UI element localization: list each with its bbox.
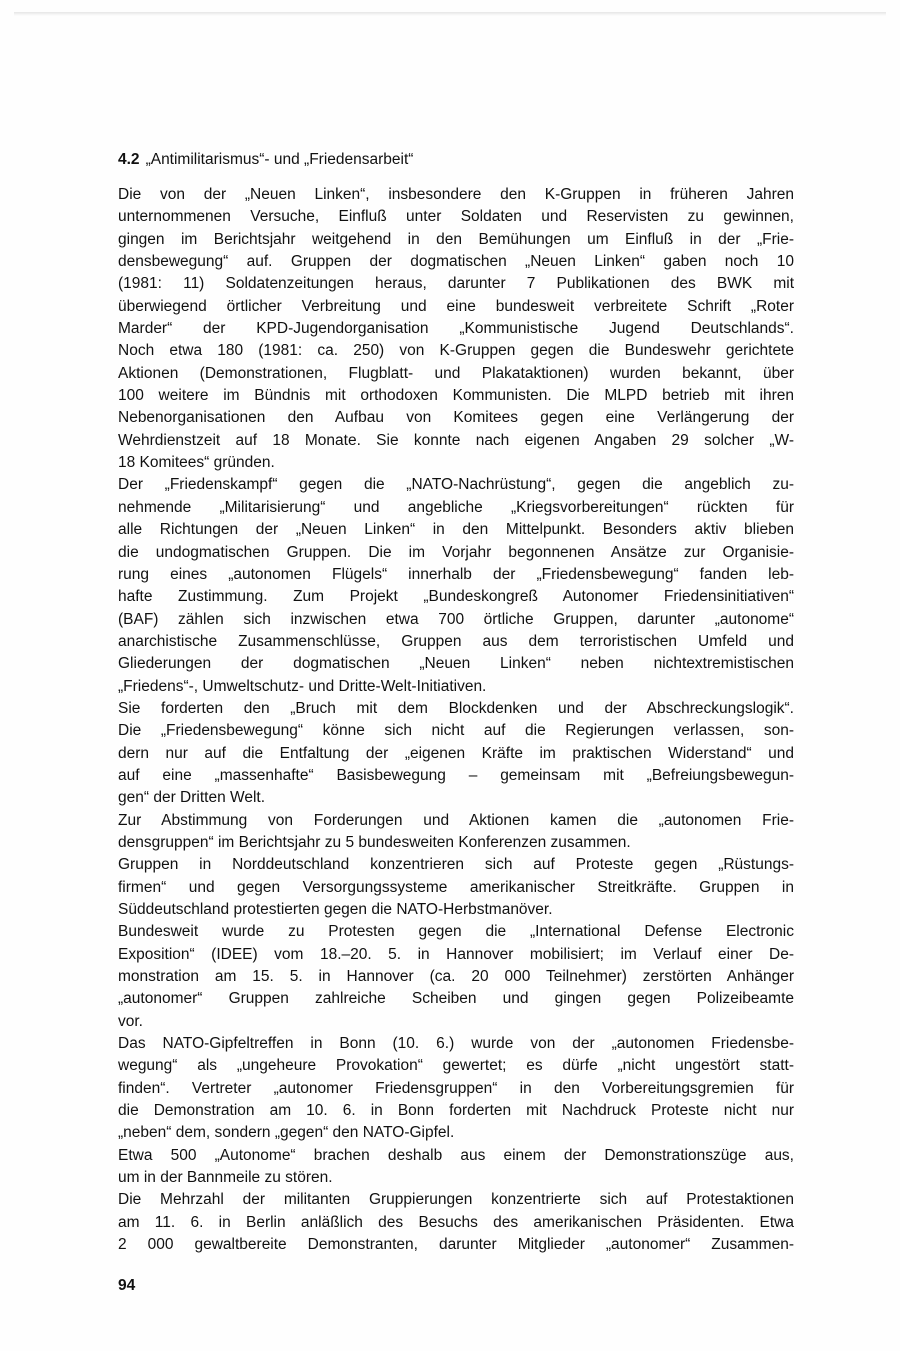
section-heading bbox=[118, 149, 794, 171]
text-line: 18 Komitees“ gründen. bbox=[118, 454, 275, 472]
text-line: Exposition“ (IDEE) vom 18.–20. 5. in Hannover mobilisiert; im Verlauf einer De- bbox=[118, 945, 794, 963]
text-line: hafte Zustimmung. Zum Projekt „Bundeskongreß Autonomer Friedensinitiativen“ bbox=[118, 588, 794, 606]
text-line: Die von der „Neuen Linken“, insbesondere den K-Gruppen in früheren Jahren bbox=[118, 186, 794, 203]
text-line: 2 000 gewaltbereite Demonstranten, darunter Mitglieder „autonomer“ Zusammen- bbox=[118, 1236, 794, 1254]
text-line: um in der Bannmeile zu stören. bbox=[118, 1169, 333, 1187]
page-number: 94 bbox=[118, 1277, 136, 1294]
text-line: alle Richtungen der „Neuen Linken“ in den Mittelpunkt. Besonders aktiv blieben bbox=[118, 521, 794, 539]
page-content bbox=[118, 149, 794, 1257]
text-line: Noch etwa 180 (1981: ca. 250) von K-Gruppen gegen die Bundeswehr gerichtete bbox=[118, 342, 794, 360]
text-line: unternommenen Versuche, Einfluß unter Soldaten und Reservisten zu gewinnen, bbox=[118, 208, 794, 226]
text-line: Gruppen in Norddeutschland konzentrieren sich auf Proteste gegen „Rüstungs- bbox=[118, 856, 794, 874]
text-line: Die Mehrzahl der militanten Gruppierungen konzentrierte sich auf Protestaktionen bbox=[118, 1191, 794, 1209]
text-line: Etwa 500 „Autonome“ brachen deshalb aus einem der Demonstrationszüge aus, bbox=[118, 1146, 794, 1164]
text-line: Das NATO-Gipfeltreffen in Bonn (10. 6.) wurde von der „autonomen Friedensbe- bbox=[118, 1035, 794, 1053]
text-line: Zur Abstimmung von Forderungen und Aktionen kamen die „autonomen Frie- bbox=[118, 811, 794, 829]
text-line: Gliederungen der dogmatischen „Neuen Linken“ neben nichtextremistischen bbox=[118, 655, 794, 673]
text-line: vor. bbox=[118, 1012, 143, 1030]
section-title: „Antimilitarismus“- und „Friedensarbeit“ bbox=[145, 151, 414, 168]
text-line: nehmende „Militarisierung“ und angebliche „Kriegsvorbereitungen“ rückten für bbox=[118, 498, 794, 516]
text-line: überwiegend örtlicher Verbreitung und eine bundesweit verbreitete Schrift „Roter bbox=[118, 297, 794, 315]
text-line: am 11. 6. in Berlin anläßlich des Besuchs des amerikanischen Präsidenten. Etwa bbox=[118, 1213, 794, 1231]
text-line: densbewegung“ auf. Gruppen der dogmatischen „Neuen Linken“ gaben noch 10 bbox=[118, 253, 794, 271]
text-line: Wehrdienstzeit auf 18 Monate. Sie konnte nach eigenen Angaben 29 solcher „W- bbox=[118, 431, 794, 449]
text-line: dern nur auf die Entfaltung der „eigenen Kräfte im praktischen Widerstand“ und bbox=[118, 744, 794, 762]
text-line: (1981: 11) Soldatenzeitungen heraus, darunter 7 Publikationen des BWK mit bbox=[118, 275, 794, 293]
text-line: rung eines „autonomen Flügels“ innerhalb der „Friedensbewegung“ fanden leb- bbox=[118, 565, 794, 583]
text-line: „autonomer“ Gruppen zahlreiche Scheiben und gingen gegen Polizeibeamte bbox=[118, 990, 794, 1008]
text-line: „neben“ dem, sondern „gegen“ den NATO-Gipfel. bbox=[118, 1124, 455, 1142]
text-line: 100 weitere im Bündnis mit orthodoxen Kommunisten. Die MLPD betrieb mit ihren bbox=[118, 387, 794, 405]
text-line: Der „Friedenskampf“ gegen die „NATO-Nachrüstung“, gegen die angeblich zu- bbox=[118, 476, 794, 494]
text-line: Aktionen (Demonstrationen, Flugblatt- und Plakataktionen) wurden bekannt, über bbox=[118, 364, 794, 382]
text-line: wegung“ als „ungeheure Provokation“ gewertet; es dürfe „nicht ungestört statt- bbox=[118, 1057, 794, 1075]
text-line: gingen im Berichtsjahr weitgehend in den Bemühungen um Einfluß in der „Frie- bbox=[118, 230, 794, 248]
text-line: Nebenorganisationen den Aufbau von Komitees gegen eine Verlängerung der bbox=[118, 409, 794, 427]
text-line: die undogmatischen Gruppen. Die im Vorjahr begonnenen Ansätze zur Organisie- bbox=[118, 543, 794, 561]
text-line: Die „Friedensbewegung“ könne sich nicht auf die Regierungen verlassen, son- bbox=[118, 722, 794, 740]
text-line: firmen“ und gegen Versorgungssysteme amerikanischer Streitkräfte. Gruppen in bbox=[118, 878, 794, 896]
scan-top-edge bbox=[14, 12, 886, 16]
text-line: Bundesweit wurde zu Protesten gegen die „International Defense Electronic bbox=[118, 923, 794, 941]
body-text bbox=[118, 184, 794, 1257]
text-line: densgruppen“ im Berichtsjahr zu 5 bundesweiten Konferenzen zusammen. bbox=[118, 833, 631, 851]
section-number: 4.2 bbox=[118, 151, 140, 168]
text-line: (BAF) zählen sich inzwischen etwa 700 örtliche Gruppen, darunter „autonome“ bbox=[118, 610, 794, 628]
text-line: monstration am 15. 5. in Hannover (ca. 20 000 Teilnehmer) zerstörten Anhänger bbox=[118, 968, 794, 986]
text-line: „Friedens“-, Umweltschutz- und Dritte-Welt-Initiativen. bbox=[118, 677, 487, 695]
text-line: finden“. Vertreter „autonomer Friedensgruppen“ in den Vorbereitungsgremien für bbox=[118, 1079, 794, 1097]
text-line: gen“ der Dritten Welt. bbox=[118, 789, 266, 807]
text-line: anarchistische Zusammenschlüsse, Gruppen aus dem terroristischen Umfeld und bbox=[118, 632, 794, 650]
text-line: Süddeutschland protestierten gegen die NATO-Herbstmanöver. bbox=[118, 901, 553, 918]
text-line: auf eine „massenhafte“ Basisbewegung – gemeinsam mit „Befreiungsbewegun- bbox=[118, 766, 794, 784]
text-line: Sie forderten den „Bruch mit dem Blockdenken und der Abschreckungslogik“. bbox=[118, 699, 794, 717]
text-line: Marder“ der KPD-Jugendorganisation „Kommunistische Jugend Deutschlands“. bbox=[118, 320, 794, 338]
text-line: die Demonstration am 10. 6. in Bonn forderten mit Nachdruck Proteste nicht nur bbox=[118, 1102, 794, 1120]
